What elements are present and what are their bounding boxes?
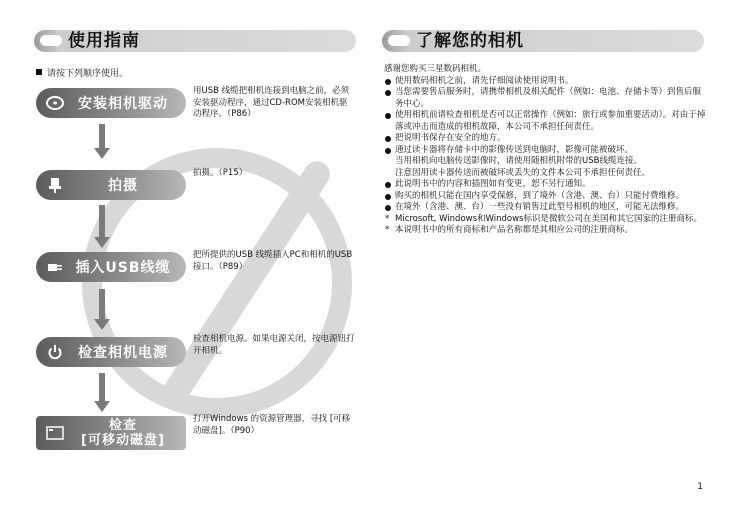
header-dash-icon [40,35,62,46]
power-icon [45,342,65,362]
bullet-item: 把说明书保存在安全的地方。 [384,133,706,145]
step-label: 拍摄 [108,178,138,194]
square-bullet-icon [36,69,42,75]
bullet-item: 当您需要售后服务时，请携带相机及相关配件（例如：电池、存储卡等）到售后服务中心。 [384,87,706,110]
step-label: 安装相机驱动 [78,96,168,112]
step-description: 用USB 线缆把相机连接到电脑之前，必须安装驱动程序，通过CD-ROM安装相机驱动程序。（P86） [193,86,350,119]
step-description: 把所提供的USB 线缆插入PC和相机的USB 接口。（P89） [193,250,353,272]
step-description: 打开Windows 的资源管理器，寻找 [可移动磁盘]。（P90） [193,414,351,436]
bullet-item: 在境外（含港、澳、台）一些没有销售过此型号相机的地区，可能无法维修。 [384,202,706,214]
instruction-lead: 请按下列顺序使用。 [36,66,128,79]
bullet-item: 此说明书中的内容和插图如有变更，恕不另行通知。 [384,179,706,191]
left-section-header [34,30,356,52]
step-check-removable-disk [36,416,186,450]
note-item: * Microsoft, Windows和Windows标识是微软公司在美国和其它国家的注册商标。 [384,214,706,226]
right-section-title: 了解您的相机 [416,31,524,51]
step-install-driver [36,88,186,118]
bullet-item: 注意因用读卡器传送而被破坏或丢失的文件本公司不承担任何责任。 [395,167,651,178]
step-description: 检查相机电源。如果电源关闭，按电源钮打开相机。 [193,334,355,356]
camera-shoot-icon [45,175,65,195]
step-check-power [36,337,186,367]
step-label: 检查 [可移动磁盘] [81,418,165,448]
bullet-item: 使用数码相机之前，请先仔细阅读使用说明书。 [384,76,706,88]
page-number: 1 [697,482,703,492]
note-item: * 本说明书中的所有商标和产品名称都是其相应公司的注册商标。 [384,225,706,237]
step-label: 检查相机电源 [78,345,168,361]
step-label: 插入USB线缆 [75,260,171,276]
right-section-header [382,30,704,52]
bullet-item: 购买的相机只能在国内享受保修，到了境外（含港、澳、台）只能付费维修。 [384,191,706,203]
step-shoot [36,170,186,200]
bullet-item: 当用相机向电脑传送影像时，请使用随相机附带的USB线缆连接。 [395,156,642,166]
step-description: 拍摄。（P15） [193,168,248,178]
step-insert-usb [36,252,186,282]
bullet-item: 通过读卡器将存储卡中的影像传送到电脑时，影像可能被破坏。 [384,145,706,157]
disc-icon [45,93,65,113]
camera-intro-text [384,64,706,237]
removable-disk-icon [45,423,65,443]
left-section-title: 使用指南 [68,31,140,51]
usb-plug-icon [45,257,65,277]
bullet-item: 使用相机前请检查相机是否可以正常操作（例如：旅行或参加重要活动）。对由于掉落或冲击而造成的相机故障，本公司不承担任何责任。 [384,110,706,133]
header-dash-icon [388,35,410,46]
intro-line: 感谢您购买三星数码相机。 [384,64,487,74]
